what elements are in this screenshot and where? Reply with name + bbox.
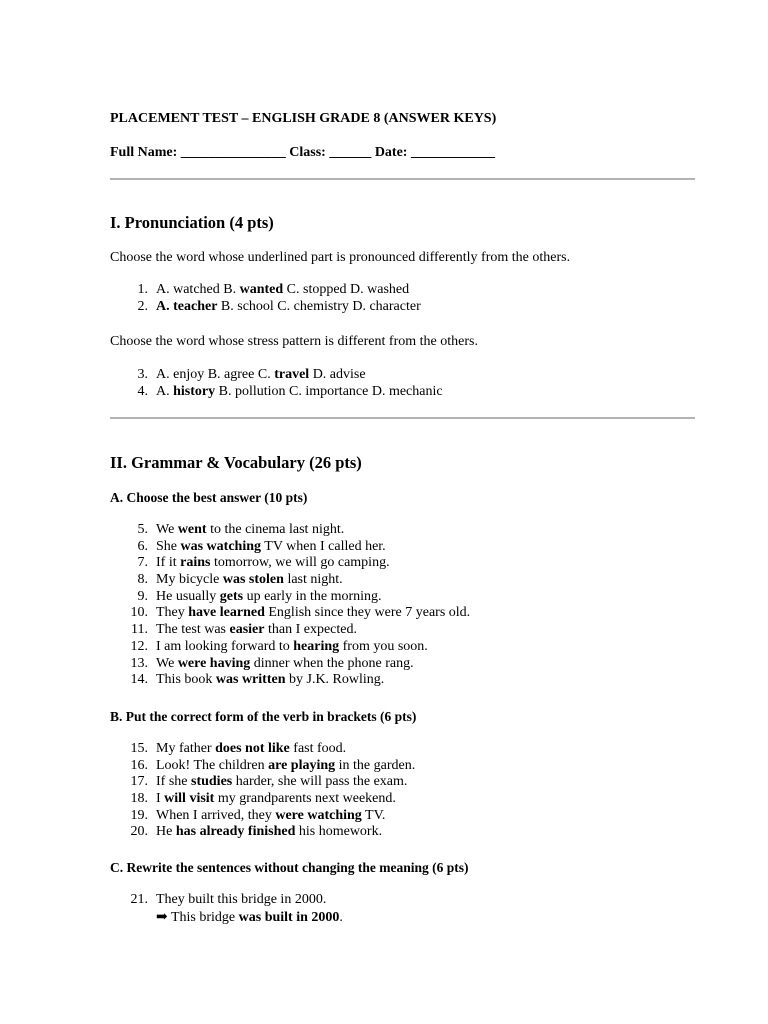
- question-number: 6.: [137, 538, 148, 554]
- answer-key: travel: [274, 367, 310, 382]
- question-item: [110, 824, 695, 841]
- question-item: [110, 299, 695, 316]
- question-number: 20.: [130, 824, 148, 840]
- question-text: We: [156, 522, 178, 537]
- subsection-heading-c: C. Rewrite the sentences without changing the meaning (6 pts): [110, 860, 469, 875]
- question-text: Look! The children: [156, 757, 269, 773]
- question-item: [110, 791, 695, 808]
- question-number: 18.: [130, 791, 148, 807]
- question-item: [110, 572, 695, 589]
- question-text: last night.: [283, 572, 343, 588]
- question-item: [110, 672, 695, 689]
- question-number: 5.: [137, 522, 148, 537]
- question-text: She: [156, 538, 181, 554]
- question-list: [110, 282, 695, 315]
- answer-text: .: [339, 910, 343, 925]
- question-number: 15.: [130, 741, 148, 756]
- question-number: 3.: [137, 367, 148, 382]
- question-text: He usually: [156, 588, 220, 604]
- question-number: 14.: [130, 672, 148, 688]
- question-number: 2.: [137, 298, 148, 314]
- divider: [110, 178, 695, 180]
- question-text: We: [156, 655, 178, 671]
- question-text: I am looking forward to: [156, 638, 294, 654]
- answer-key: wanted: [239, 282, 284, 297]
- question-text: My father: [156, 741, 216, 756]
- question-number: 10.: [130, 605, 148, 621]
- question-text: his homework.: [295, 824, 383, 840]
- question-text: TV when I called her.: [261, 538, 386, 554]
- student-info-line: Full Name: _______________ Class: ______ Date: ____________: [110, 145, 495, 160]
- answer-key: history: [173, 383, 216, 399]
- question-number: 1.: [137, 282, 148, 297]
- question-text: If she: [156, 774, 191, 790]
- question-text: The test was: [156, 622, 230, 638]
- rewrite-answer: [156, 909, 343, 926]
- question-list: [110, 367, 695, 400]
- question-number: 9.: [137, 588, 148, 604]
- question-text: by J.K. Rowling.: [285, 672, 385, 688]
- question-item: [110, 774, 695, 791]
- question-number: 16.: [130, 757, 148, 773]
- question-list: [110, 522, 695, 689]
- question-number: 11.: [131, 622, 148, 638]
- question-text: They built this bridge in 2000.: [156, 892, 327, 907]
- question-text: B. school C. chemistry D. character: [217, 298, 421, 314]
- page-title: PLACEMENT TEST – ENGLISH GRADE 8 (ANSWER KEYS): [110, 111, 497, 126]
- question-text: TV.: [361, 807, 386, 823]
- answer-key: went: [177, 522, 207, 537]
- question-number: 19.: [130, 807, 148, 823]
- subsection-heading-b: B. Put the correct form of the verb in brackets (6 pts): [110, 709, 417, 724]
- question-text: A.: [156, 383, 174, 399]
- question-item: [110, 892, 695, 909]
- question-text: in the garden.: [335, 757, 416, 773]
- question-number: 21.: [130, 892, 148, 907]
- answer-key: were having: [177, 655, 251, 671]
- question-text: tomorrow, we will go camping.: [210, 555, 390, 571]
- question-number: 17.: [130, 774, 148, 790]
- section-heading-grammar: II. Grammar & Vocabulary (26 pts): [110, 453, 362, 472]
- question-item: [110, 384, 695, 401]
- question-text: harder, she will pass the exam.: [232, 774, 408, 790]
- answer-key: was stolen: [222, 572, 284, 588]
- question-text: from you soon.: [339, 638, 428, 654]
- question-item: [110, 622, 695, 639]
- question-text: fast food.: [289, 741, 347, 756]
- question-text: B. pollution C. importance D. mechanic: [215, 383, 443, 399]
- arrow-right-icon: ➡: [156, 910, 168, 925]
- question-item: [110, 758, 695, 775]
- instruction-text: Choose the word whose underlined part is pronounced differently from the others.: [110, 250, 571, 265]
- answer-key: easier: [229, 622, 265, 638]
- question-item: [110, 656, 695, 673]
- answer-key: will visit: [164, 791, 215, 807]
- question-list: [110, 892, 695, 909]
- question-number: 7.: [137, 555, 148, 571]
- question-list: [110, 741, 695, 841]
- question-item: [110, 539, 695, 556]
- instruction-text: Choose the word whose stress pattern is different from the others.: [110, 334, 478, 349]
- question-item: [110, 741, 695, 758]
- question-text: to the cinema last night.: [206, 522, 345, 537]
- question-item: [110, 522, 695, 539]
- question-number: 4.: [137, 383, 148, 399]
- question-text: When I arrived, they: [156, 807, 276, 823]
- question-text: D. advise: [309, 367, 366, 382]
- question-item: [110, 555, 695, 572]
- question-text: If it: [156, 555, 181, 571]
- question-item: [110, 282, 695, 299]
- answer-key: were watching: [275, 807, 362, 823]
- answer-key: was written: [215, 672, 286, 688]
- question-text: C. stopped D. washed: [283, 282, 410, 297]
- question-text: my grandparents next weekend.: [214, 791, 396, 807]
- question-number: 12.: [130, 638, 148, 654]
- question-text: I: [156, 791, 165, 807]
- answer-key: studies: [191, 774, 233, 790]
- question-text: This book: [156, 672, 216, 688]
- answer-key: gets: [219, 588, 244, 604]
- answer-key: are playing: [268, 757, 336, 773]
- question-number: 13.: [130, 655, 148, 671]
- answer-text: This bridge: [167, 910, 239, 925]
- section-heading-pronunciation: I. Pronunciation (4 pts): [110, 213, 274, 232]
- question-text: My bicycle: [156, 572, 223, 588]
- question-text: English since they were 7 years old.: [264, 605, 471, 621]
- question-text: They: [156, 605, 189, 621]
- answer-key: has already finished: [175, 824, 296, 840]
- question-text: than I expected.: [264, 622, 357, 638]
- question-item: [110, 808, 695, 825]
- answer-key: A. teacher: [156, 298, 218, 314]
- answer-key: have learned: [188, 605, 265, 621]
- answer-key: does not like: [215, 741, 290, 756]
- divider: [110, 417, 695, 419]
- question-item: [110, 367, 695, 384]
- question-item: [110, 605, 695, 622]
- answer-key: rains: [180, 555, 211, 571]
- question-text: He: [156, 824, 176, 840]
- question-text: A. watched B.: [156, 282, 240, 297]
- question-text: dinner when the phone rang.: [250, 655, 414, 671]
- answer-key: hearing: [293, 638, 340, 654]
- question-text: up early in the morning.: [243, 588, 382, 604]
- subsection-heading-a: A. Choose the best answer (10 pts): [110, 490, 308, 505]
- answer-key: was watching: [180, 538, 262, 554]
- question-item: [110, 589, 695, 606]
- question-number: 8.: [137, 572, 148, 588]
- question-item: [110, 639, 695, 656]
- answer-key: was built in 2000: [238, 910, 340, 925]
- question-text: A. enjoy B. agree C.: [156, 367, 275, 382]
